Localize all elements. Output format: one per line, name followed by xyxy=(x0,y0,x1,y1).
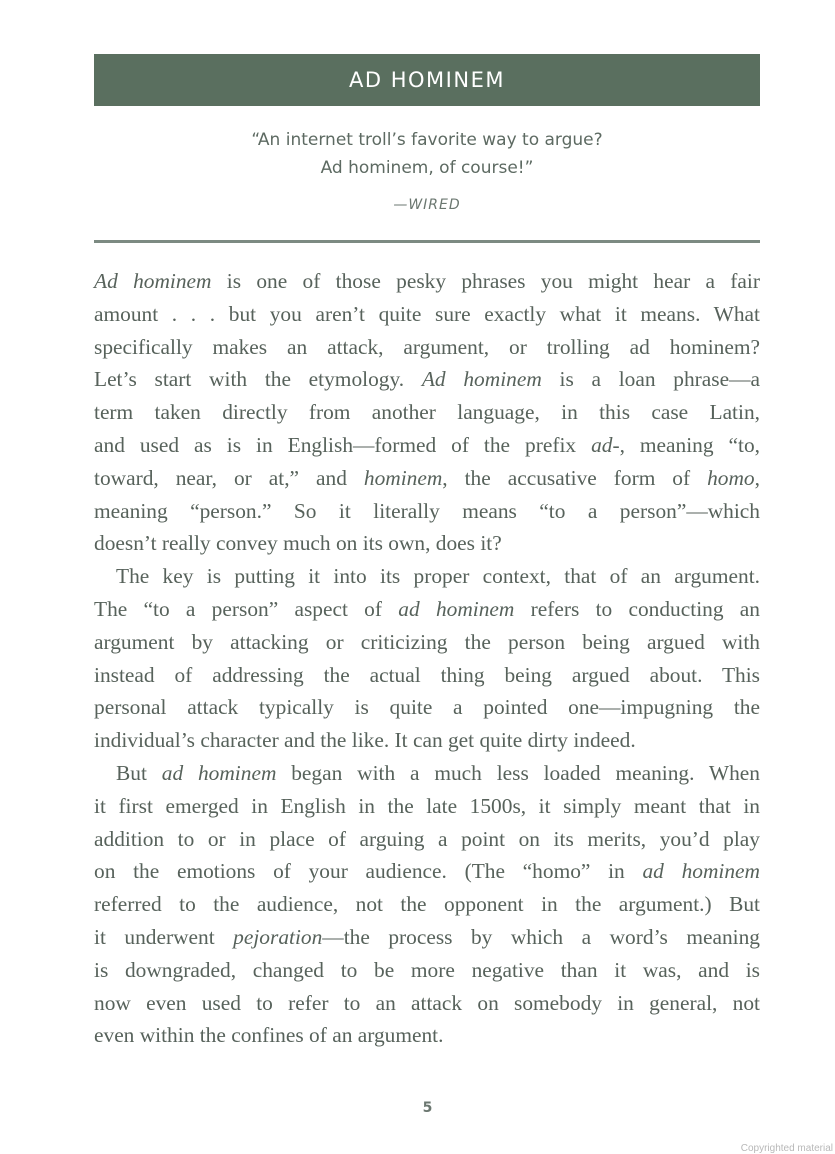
body-line: term taken directly from another language, in this case Latin, xyxy=(94,400,760,425)
body-line: is downgraded, changed to be more negative than it was, and is xyxy=(94,957,760,982)
body-line: amount . . . but you aren’t quite sure exactly what it means. What xyxy=(94,301,760,326)
body-line: even within the confines of an argument. xyxy=(94,1023,444,1048)
epigraph-line: “An internet troll’s favorite way to argue? xyxy=(251,130,603,150)
body-line: addition to or in place of arguing a point on its merits, you’d play xyxy=(94,826,760,851)
chapter-title: AD HOMINEM xyxy=(349,68,505,92)
copyright-watermark: Copyrighted material xyxy=(740,1143,833,1154)
body-line: The key is putting it into its proper context, that of an argument. xyxy=(116,564,760,589)
body-line: But ad hominem began with a much less loaded meaning. When xyxy=(116,760,760,785)
body-line: and used as is in English—formed of the prefix ad-, meaning “to, xyxy=(94,432,760,457)
chapter-title-banner xyxy=(94,54,760,106)
body-line: specifically makes an attack, argument, or trolling ad hominem? xyxy=(94,334,760,359)
body-text xyxy=(94,265,760,1052)
body-line: instead of addressing the actual thing being argued about. This xyxy=(94,662,760,687)
body-line: meaning “person.” So it literally means “to a person”—which xyxy=(94,498,760,523)
epigraph-line: Ad hominem, of course!” xyxy=(320,158,534,178)
body-line: Ad hominem is one of those pesky phrases you might hear a fair xyxy=(94,269,760,293)
body-line: doesn’t really convey much on its own, does it? xyxy=(94,531,502,556)
body-line: Let’s start with the etymology. Ad hominem is a loan phrase—a xyxy=(94,367,760,392)
body-line: personal attack typically is quite a pointed one—impugning the xyxy=(94,695,760,720)
body-line: on the emotions of your audience. (The “homo” in ad hominem xyxy=(94,859,760,884)
page-number: 5 xyxy=(422,1100,433,1116)
epigraph-source: —WIRED xyxy=(393,197,461,213)
body-line: individual’s character and the like. It can get quite dirty indeed. xyxy=(94,728,636,753)
body-line: it first emerged in English in the late 1500s, it simply meant that in xyxy=(94,793,760,818)
body-line: argument by attacking or criticizing the person being argued with xyxy=(94,629,760,654)
divider-rule xyxy=(94,240,760,243)
body-line: The “to a person” aspect of ad hominem refers to conducting an xyxy=(94,596,760,621)
body-line: referred to the audience, not the opponent in the argument.) But xyxy=(94,892,760,917)
epigraph-quote xyxy=(94,126,760,182)
body-line: it underwent pejoration—the process by which a word’s meaning xyxy=(94,924,760,949)
body-line: toward, near, or at,” and hominem, the accusative form of homo, xyxy=(94,465,760,490)
body-line: now even used to refer to an attack on somebody in general, not xyxy=(94,990,760,1015)
